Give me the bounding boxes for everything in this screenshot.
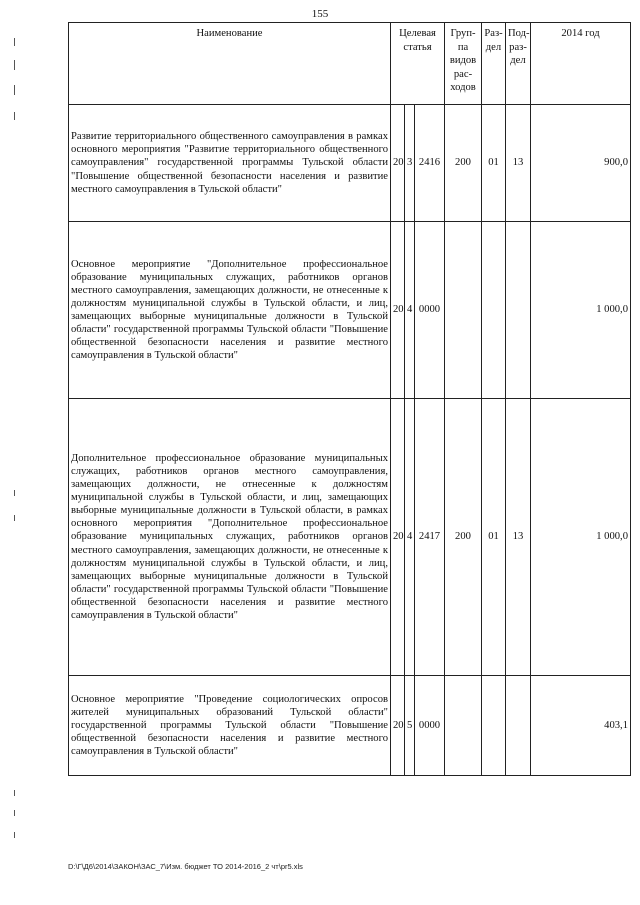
row-code2: 4 — [405, 222, 415, 399]
row-name: Развитие территориального общественного самоуправления в рамках основного мероприятия "Развитие территориального общественного самоуправления" государственной программы Тульской области "Повышение общественной безопасности населения и развитие местного самоуправления в Тульской области" — [69, 105, 391, 222]
row-group — [445, 676, 482, 776]
row-section: 01 — [482, 105, 506, 222]
row-section: 01 — [482, 399, 506, 676]
header-section: Раз-дел — [482, 23, 506, 105]
row-name: Основное мероприятие "Проведение социологических опросов жителей муниципальных образований Тульской области" государственной программы Тульской области "Повышение общественной безопасности населения и развитие местного самоуправления в Тульской области" — [69, 676, 391, 776]
row-code1: 20 — [391, 222, 405, 399]
table-row — [69, 105, 631, 222]
row-code3: 0000 — [415, 676, 445, 776]
row-section — [482, 222, 506, 399]
row-name: Дополнительное профессиональное образование муниципальных служащих, работников органов местного самоуправления, замещающих должности, не отнесенные к должностям муниципальной службы в Тульской области, и лиц, замещающих выборные муниципальные должности в Тульской области, в рамках основного мероприятия "Дополнительное профессиональное образование муниципальных служащих, работников органов местного самоуправления, замещающих должности, не отнесенные к должностям муниципальной службы в Тульской области, и лиц, замещающих выборные муниципальные должности в Тульской области" государственной программы Тульской области "Повышение общественной безопасности населения и развитие местного самоуправления в Тульской области" — [69, 399, 391, 676]
row-section — [482, 676, 506, 776]
row-subsection: 13 — [506, 105, 531, 222]
header-expense-group: Груп-па видов рас-ходов — [445, 23, 482, 105]
header-subsection: Под-раз-дел — [506, 23, 531, 105]
row-subsection: 13 — [506, 399, 531, 676]
scan-margin-marks — [14, 0, 20, 905]
row-code3: 2416 — [415, 105, 445, 222]
table-row — [69, 399, 631, 676]
row-group — [445, 222, 482, 399]
row-name: Основное мероприятие "Дополнительное профессиональное образование муниципальных служащих, работников органов местного самоуправления, замещающих должности, не отнесенные к должностям муниципальной службы в Тульской области, и лиц, замещающих выборные муниципальные должности в Тульской области" государственной программы Тульской области "Повышение общественной безопасности населения и развитие местного самоуправления в Тульской области" — [69, 222, 391, 399]
row-code1: 20 — [391, 399, 405, 676]
file-path-footer: D:\Г\Д6\2014\ЗАКОН\ЗАС_7\Изм. бюджет ТО 2014-2016_2 чт\pr5.xls — [68, 862, 303, 871]
row-subsection — [506, 222, 531, 399]
row-amount: 1 000,0 — [531, 399, 631, 676]
row-code2: 4 — [405, 399, 415, 676]
row-code1: 20 — [391, 676, 405, 776]
row-amount: 1 000,0 — [531, 222, 631, 399]
row-code3: 2417 — [415, 399, 445, 676]
budget-table — [68, 22, 631, 776]
header-year: 2014 год — [531, 23, 631, 105]
row-group: 200 — [445, 399, 482, 676]
row-group: 200 — [445, 105, 482, 222]
header-target-article: Целевая статья — [391, 23, 445, 105]
row-subsection — [506, 676, 531, 776]
header-name: Наименование — [69, 23, 391, 105]
header-row — [69, 23, 631, 105]
row-code1: 20 — [391, 105, 405, 222]
row-code2: 3 — [405, 105, 415, 222]
row-amount: 403,1 — [531, 676, 631, 776]
row-amount: 900,0 — [531, 105, 631, 222]
row-code3: 0000 — [415, 222, 445, 399]
table-row — [69, 676, 631, 776]
row-code2: 5 — [405, 676, 415, 776]
page-number: 155 — [311, 8, 329, 20]
table-row — [69, 222, 631, 399]
